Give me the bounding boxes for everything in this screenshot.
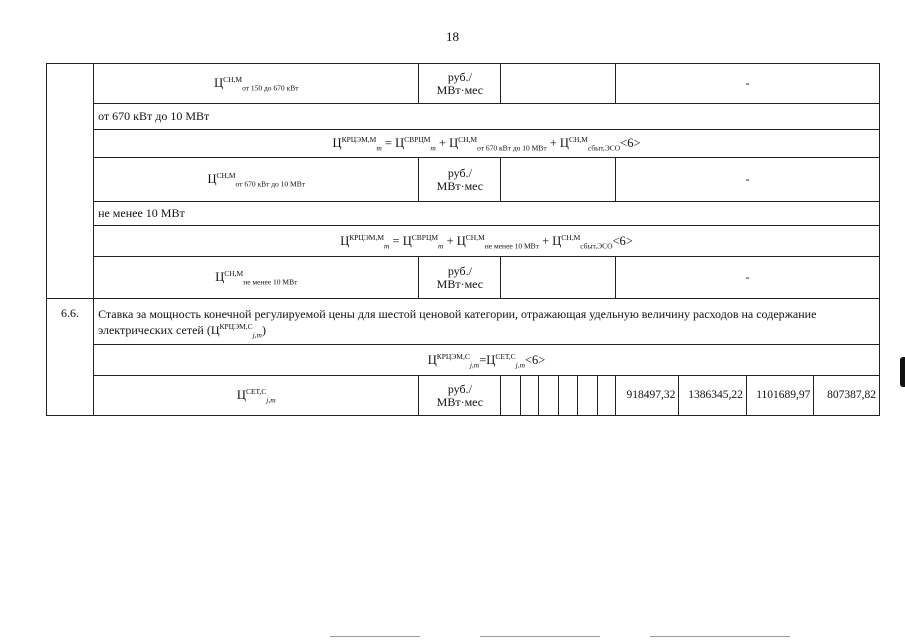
unit-cell: руб./ МВт·мес (419, 64, 501, 104)
empty-values-cell (501, 158, 616, 202)
unit-cell: руб./ МВт·мес (419, 257, 501, 299)
table-row (47, 158, 880, 202)
section-heading-670kw-10mw: от 670 кВт до 10 МВт (94, 104, 880, 130)
item-number-cell-empty (47, 64, 94, 299)
item-number: 6.6. (47, 299, 94, 416)
empty-value-cell (578, 376, 597, 416)
table-row (47, 376, 880, 416)
item-description: Ставка за мощность конечной регулируемой цены для шестой ценовой категории, отражающая удельную величину расходов на содержание электрических сетей $(Ц^{КРЦЭМ,С}_{j,m})$ (94, 299, 880, 345)
rate-symbol-150-670: $Ц^{СН,М}_{от 150 до 670 кВт}$ (94, 64, 419, 104)
empty-value-cell (558, 376, 577, 416)
dash-cell: - (615, 257, 879, 299)
section-heading-10mw: не менее 10 МВт (94, 202, 880, 226)
formula-670kw-10mw: $Ц^{КРЦЭМ,М}_m = Ц^{СВРЦМ}_m + Ц^{СН,М}_{от 670 кВт до 10 МВт} + Ц^{СН,М}_{сбыт,ЭСО}<6>$ (94, 130, 880, 158)
table-row (47, 104, 880, 130)
rate-symbol-670kw-10mw: $Ц^{СН,М}_{от 670 кВт до 10 МВт}$ (94, 158, 419, 202)
empty-value-cell (520, 376, 538, 416)
empty-values-cell (501, 64, 616, 104)
value-cell: 1101689,97 (746, 376, 814, 416)
table-row (47, 226, 880, 257)
value-cell: 918497,32 (615, 376, 678, 416)
formula-10mw: $Ц^{КРЦЭМ,М}_m = Ц^{СВРЦМ}_m + Ц^{СН,М}_{не менее 10 МВт} + Ц^{СН,М}_{сбыт,ЭСО}<6>$ (94, 226, 880, 257)
page-number: 18 (446, 29, 459, 44)
rate-symbol-10mw: $Ц^{СН,М}_{не менее 10 МВт}$ (94, 257, 419, 299)
table-row (47, 64, 880, 104)
table-row (47, 299, 880, 345)
formula-6-6: $Ц^{КРЦЭМ,С}_{j,m}=Ц^{СЕТ,С}_{j,m}<6>$ (94, 345, 880, 376)
tariff-table (46, 63, 880, 416)
value-cell: 807387,82 (814, 376, 880, 416)
empty-value-cell (539, 376, 558, 416)
dash-cell: - (615, 64, 879, 104)
scan-edge-mark (900, 357, 905, 387)
scan-artifact (650, 636, 790, 637)
empty-value-cell (597, 376, 615, 416)
table-row (47, 257, 880, 299)
unit-cell: руб./ МВт·мес (419, 376, 501, 416)
unit-cell: руб./ МВт·мес (419, 158, 501, 202)
scan-artifact (330, 636, 420, 637)
dash-cell: - (615, 158, 879, 202)
empty-values-cell (501, 257, 616, 299)
table-row (47, 345, 880, 376)
scan-artifact (480, 636, 600, 637)
table-row (47, 130, 880, 158)
value-cell: 1386345,22 (679, 376, 747, 416)
rate-symbol-set-c: $Ц^{СЕТ,С}_{j,m}$ (94, 376, 419, 416)
empty-value-cell (501, 376, 520, 416)
table-row (47, 202, 880, 226)
